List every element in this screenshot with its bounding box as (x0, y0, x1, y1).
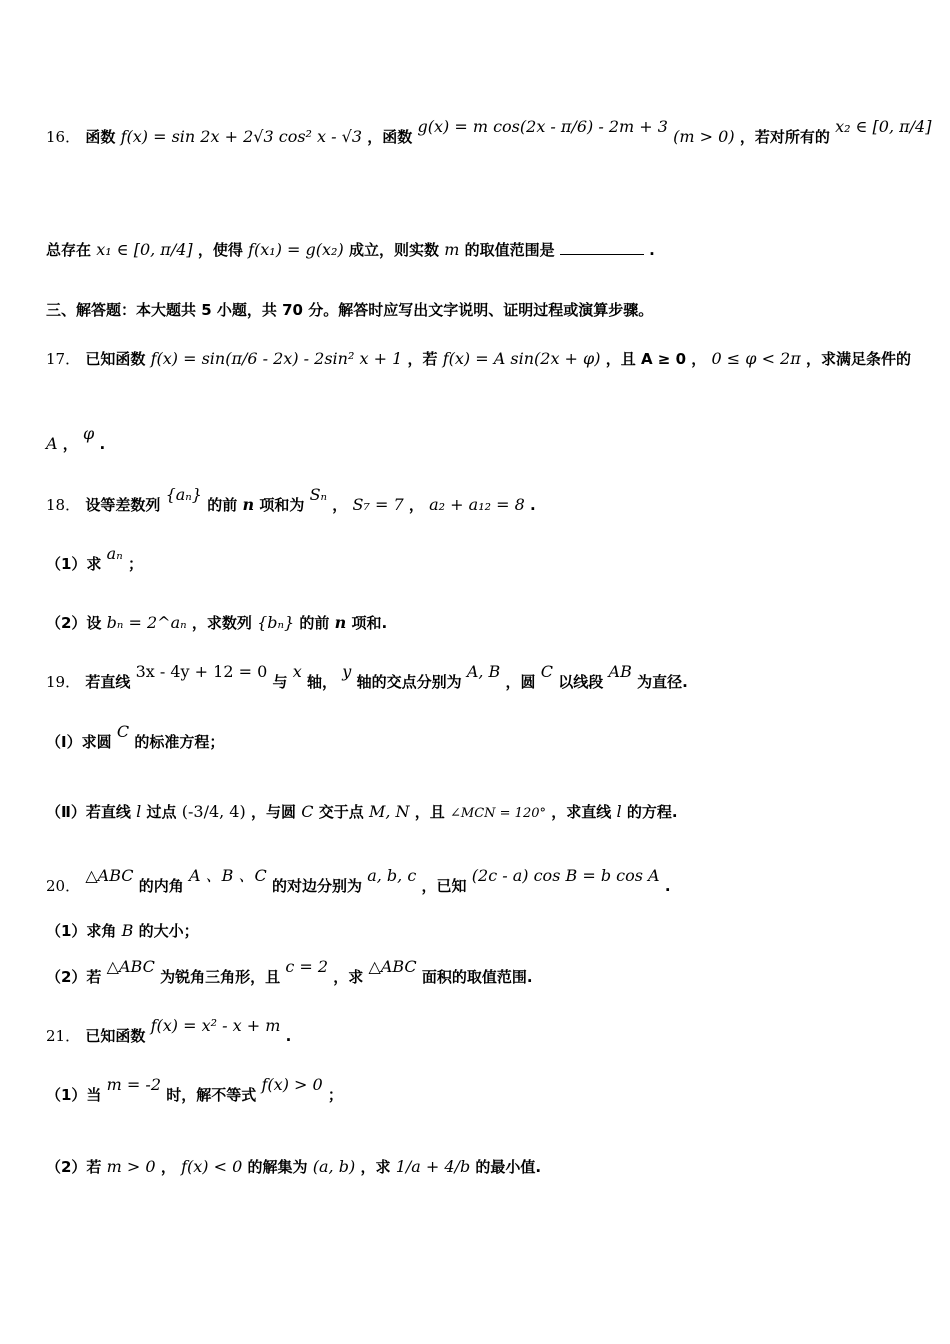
q21-part1 (46, 1075, 343, 1105)
q17-line1 (46, 348, 911, 369)
q16-x2-range: x₂ ∈ [0, π/4] (835, 117, 932, 136)
q21-text: ； (327, 1086, 343, 1104)
q19-line-eq: 3x - 4y + 12 = 0 (135, 662, 268, 681)
q20-text: 的内角 (138, 877, 184, 895)
q19-MN: M, N (368, 802, 410, 821)
q19-text: ，求直线 (551, 803, 612, 821)
q18-text: ， (408, 496, 424, 514)
section-heading: 三、解答题：本大题共 5 小题，共 70 分。解答时应写出文字说明、证明过程或演算步骤。 (46, 301, 654, 319)
q21-m-cond: m > 0 (106, 1157, 156, 1176)
q17-text: ，若 (407, 350, 438, 368)
q18-line1 (46, 485, 536, 515)
q19-part1 (46, 722, 225, 752)
q21-text: 已知函数 (85, 1027, 146, 1045)
q16-f-formula: f(x) = sin 2x + 2√3 cos² x - √3 (120, 127, 363, 146)
q18-n: n (242, 495, 255, 514)
q16-text: ，使得 (197, 241, 243, 259)
q20-number: 20． (46, 877, 81, 895)
q16-text: 的取值范围是 (464, 241, 555, 259)
q19-text: 以线段 (558, 673, 604, 691)
q18-number: 18． (46, 496, 81, 514)
q17-f-formula: f(x) = sin(π/6 - 2x) - 2sin² x + 1 (150, 349, 403, 368)
q19-y: y (342, 662, 352, 681)
q17-form: f(x) = A sin(2x + φ) (442, 349, 601, 368)
q20-line1 (46, 866, 671, 896)
q16-line2 (46, 239, 655, 260)
q16-x1-range: x₁ ∈ [0, π/4] (96, 240, 193, 259)
q18-text: 的前 (299, 614, 330, 632)
q19-C: C (540, 662, 554, 681)
answer-blank (560, 242, 644, 255)
q18-part1 (46, 544, 143, 574)
q21-text: 时，解不等式 (166, 1086, 257, 1104)
q19-x: x (292, 662, 302, 681)
q16-text: ，若对所有的 (739, 128, 830, 146)
q21-inequality: f(x) < 0 (181, 1157, 243, 1176)
q20-text: ，求 (333, 968, 364, 986)
q19-angle: ∠MCN = 120° (450, 806, 546, 821)
q16-text: 成立，则实数 (348, 241, 439, 259)
q19-text: ，且 (414, 803, 445, 821)
q20-p2-label: （2）若 (46, 968, 102, 986)
q16-number: 16． (46, 128, 81, 146)
q17-A: A (46, 434, 58, 453)
q18-seq: {aₙ} (165, 485, 202, 504)
q19-text: 与 (272, 673, 288, 691)
q20-text: . (664, 877, 671, 895)
q18-text: . (530, 496, 536, 514)
q20-triangle: △ABC (106, 957, 155, 976)
q18-text: 的前 (207, 496, 238, 514)
q16-end: . (649, 241, 655, 259)
q18-bn-seq: {bₙ} (257, 613, 295, 632)
q19-text: 的方程. (626, 803, 678, 821)
q18-p2-label: （2）设 (46, 614, 102, 632)
q16-equation: f(x₁) = g(x₂) (248, 240, 344, 259)
q16-text: ，函数 (367, 128, 413, 146)
q21-f-formula: f(x) = x² - x + m (150, 1016, 281, 1035)
q19-text: 交于点 (318, 803, 364, 821)
q16-condition: (m > 0) (673, 127, 735, 146)
q19-text: 轴的交点分别为 (356, 673, 462, 691)
q21-m-value: m = -2 (106, 1075, 162, 1094)
q20-text: ，已知 (421, 877, 467, 895)
q19-text: 轴， (307, 673, 338, 691)
q20-equation: (2c - a) cos B = b cos A (471, 866, 660, 885)
q19-C: C (301, 802, 314, 821)
q20-text: 为锐角三角形，且 (160, 968, 281, 986)
q19-text: 若直线 (85, 673, 131, 691)
q20-p1-label: （1）求角 (46, 922, 117, 940)
q17-number: 17． (46, 350, 81, 368)
q21-number: 21． (46, 1027, 81, 1045)
q17-sep: ， (691, 350, 707, 368)
q17-text: ，且 (605, 350, 636, 368)
q20-angles: A 、B 、C (188, 866, 267, 885)
q17-text: ， (62, 435, 78, 453)
q21-p1-label: （1）当 (46, 1086, 102, 1104)
q16-text: 总存在 (46, 241, 92, 259)
q19-text: ，与圆 (250, 803, 296, 821)
q19-AB: A, B (466, 662, 501, 681)
q18-text: 设等差数列 (85, 496, 161, 514)
q21-interval: (a, b) (312, 1157, 356, 1176)
q18-an: aₙ (106, 544, 123, 563)
q17-text: 已知函数 (85, 350, 146, 368)
q18-text: ，求数列 (191, 614, 252, 632)
q17-cond1: A ≥ 0 (640, 350, 687, 368)
q17-text: ，求满足条件的 (805, 350, 911, 368)
q17-phi: φ (83, 424, 95, 443)
q21-text: 的最小值. (475, 1158, 542, 1176)
q18-cond2: a₂ + a₁₂ = 8 (429, 495, 525, 514)
q21-p2-label: （2）若 (46, 1158, 102, 1176)
q19-point: (-3/4, 4) (181, 802, 246, 821)
q19-text: 为直径. (637, 673, 688, 691)
q19-text: 的标准方程； (134, 733, 225, 751)
q18-text: 项和为 (259, 496, 305, 514)
q21-text: 的解集为 (247, 1158, 308, 1176)
q21-inequality: f(x) > 0 (261, 1075, 323, 1094)
q21-expression: 1/a + 4/b (395, 1157, 471, 1176)
q21-text: ， (160, 1158, 176, 1176)
q18-text: 项和. (351, 614, 388, 632)
q16-text: 函数 (85, 128, 116, 146)
q20-text: 的对边分别为 (271, 877, 362, 895)
q19-text: 过点 (146, 803, 177, 821)
q16-m-var: m (444, 240, 460, 259)
q17-text: . (99, 435, 106, 453)
q19-line1 (46, 662, 688, 692)
q18-S: Sₙ (309, 485, 328, 504)
q19-C: C (116, 722, 130, 741)
q20-B: B (121, 921, 134, 940)
q18-p1-label: （1）求 (46, 555, 102, 573)
q19-part2 (46, 801, 678, 822)
q20-triangle: △ABC (85, 866, 134, 885)
q19-p2-label: （Ⅱ）若直线 (46, 803, 131, 821)
q18-text: ， (332, 496, 348, 514)
q18-bn: bₙ = 2^aₙ (106, 613, 187, 632)
q20-sides: a, b, c (367, 866, 417, 885)
q21-line1 (46, 1016, 292, 1046)
q20-text: 的大小； (138, 922, 199, 940)
q16-line1 (46, 117, 932, 147)
q19-text: ，圆 (505, 673, 536, 691)
q20-part2 (46, 957, 533, 987)
q20-triangle: △ABC (368, 957, 417, 976)
q21-text: . (285, 1027, 292, 1045)
q21-part2 (46, 1156, 541, 1177)
q18-n: n (334, 613, 347, 632)
q20-text: 面积的取值范围. (421, 968, 533, 986)
q19-l: l (136, 802, 142, 821)
q20-part1 (46, 920, 199, 941)
q18-text: ； (127, 555, 143, 573)
q20-c-value: c = 2 (285, 957, 329, 976)
q19-l: l (616, 802, 622, 821)
q21-text: ，求 (360, 1158, 391, 1176)
q18-part2 (46, 612, 387, 633)
q17-cond2: 0 ≤ φ < 2π (711, 349, 801, 368)
q18-cond1: S₇ = 7 (352, 495, 404, 514)
q19-p1-label: （Ⅰ）求圆 (46, 733, 112, 751)
q16-g-formula: g(x) = m cos(2x - π/6) - 2m + 3 (417, 117, 668, 136)
q19-number: 19． (46, 673, 81, 691)
q19-seg: AB (608, 662, 632, 681)
q17-line2 (46, 424, 106, 454)
